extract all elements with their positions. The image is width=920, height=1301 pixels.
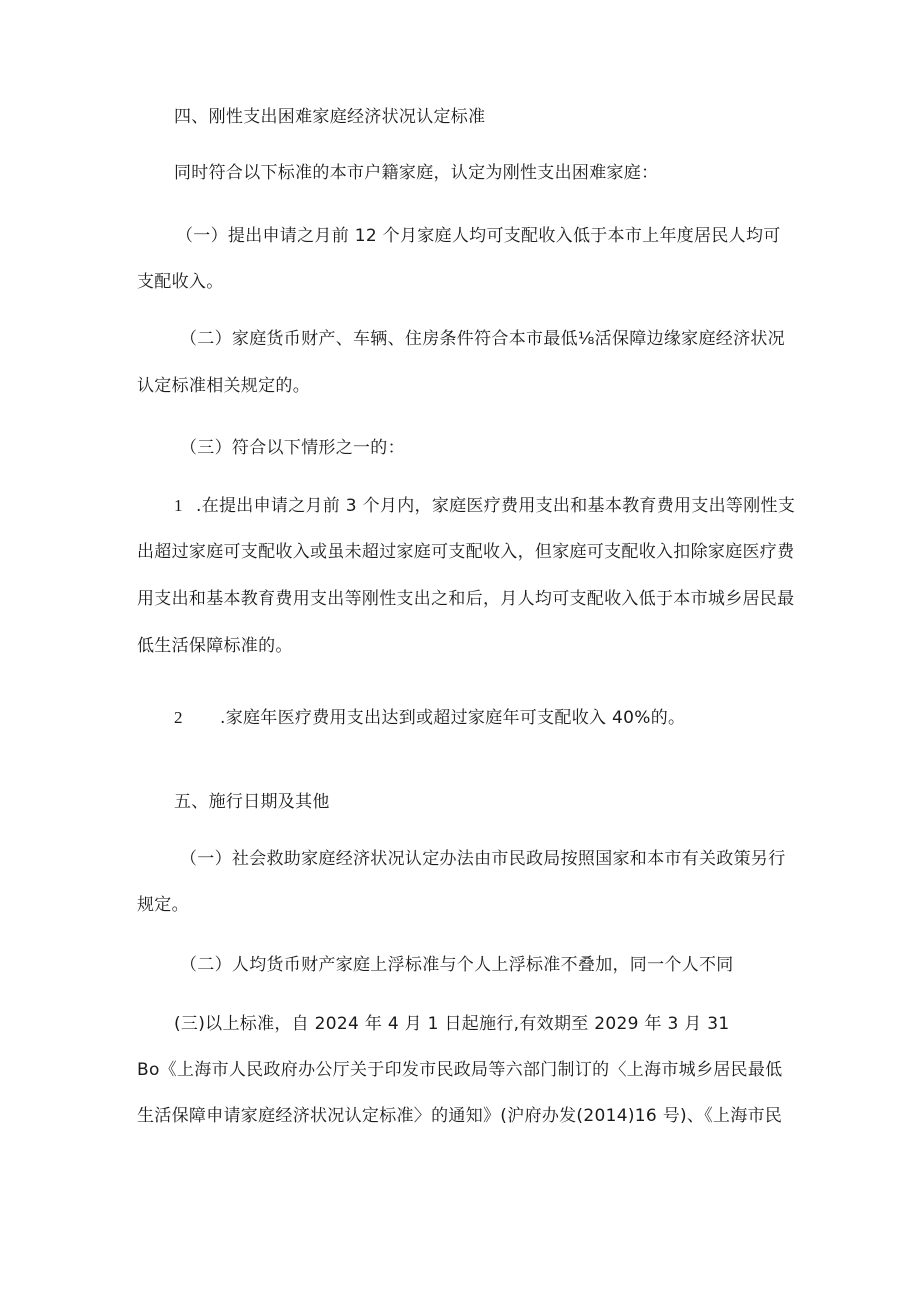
sub-item-2-line-1: .家庭年医疗费用支出达到或超过家庭年可支配收入 40%的。 <box>220 708 686 728</box>
section-4-item-2-line-2: 认定标准相关规定的。 <box>137 376 310 396</box>
repeal-notice-line-2: 生活保障申请家庭经济状况认定标准〉的通知》(沪府办发(2014)16 号)、《上海市民 <box>137 1106 783 1126</box>
section-4-item-1-line-1: （一）提出申请之月前 12 个月家庭人均可支配收入低于本市上年度居民人均可 <box>176 226 781 246</box>
sub-item-1-line-3: 用支出和基本教育费用支出等刚性支出之和后，月人均可支配收入低于本市城乡居民最 <box>137 589 795 609</box>
sub-item-1-line-1: .在提出申请之月前 3 个月内，家庭医疗费用支出和基本教育费用支出等刚性支 <box>196 496 796 516</box>
sub-item-1-line-2: 出超过家庭可支配收入或虽未超过家庭可支配收入，但家庭可支配收入扣除家庭医疗费 <box>137 542 795 562</box>
sub-item-1-number: 1 <box>174 496 183 515</box>
section-4-heading: 四、刚性支出困难家庭经济状况认定标准 <box>174 107 486 127</box>
section-4-item-2-line-1: （二）家庭货币财产、车辆、住房条件符合本市最低⅛活保障边缘家庭经济状况 <box>180 329 785 349</box>
section-5-item-1-line-1: （一）社会救助家庭经济状况认定办法由市民政局按照国家和本市有关政策另行 <box>180 849 786 869</box>
section-4-intro: 同时符合以下标准的本市户籍家庭，认定为刚性支出困难家庭： <box>174 163 659 183</box>
section-4-item-3: （三）符合以下情形之一的： <box>180 438 405 458</box>
section-5-heading: 五、施行日期及其他 <box>174 792 330 812</box>
section-5-item-3: (三)以上标准，自 2024 年 4 月 1 日起施行,有效期至 2029 年 3 月 31 <box>174 1014 730 1034</box>
sub-item-2-number: 2 <box>174 708 183 727</box>
repeal-notice-line-1: Bo《上海市人民政府办公厅关于印发市民政局等六部门制订的〈上海市城乡居民最低 <box>137 1060 783 1080</box>
section-5-item-2: （二）人均货币财产家庭上浮标准与个人上浮标准不叠加，同一个人不同 <box>180 955 734 975</box>
section-4-item-1-line-2: 支配收入。 <box>137 272 224 292</box>
sub-item-1-line-4: 低生活保障标准的。 <box>137 636 293 656</box>
section-5-item-1-line-2: 规定。 <box>137 895 189 915</box>
